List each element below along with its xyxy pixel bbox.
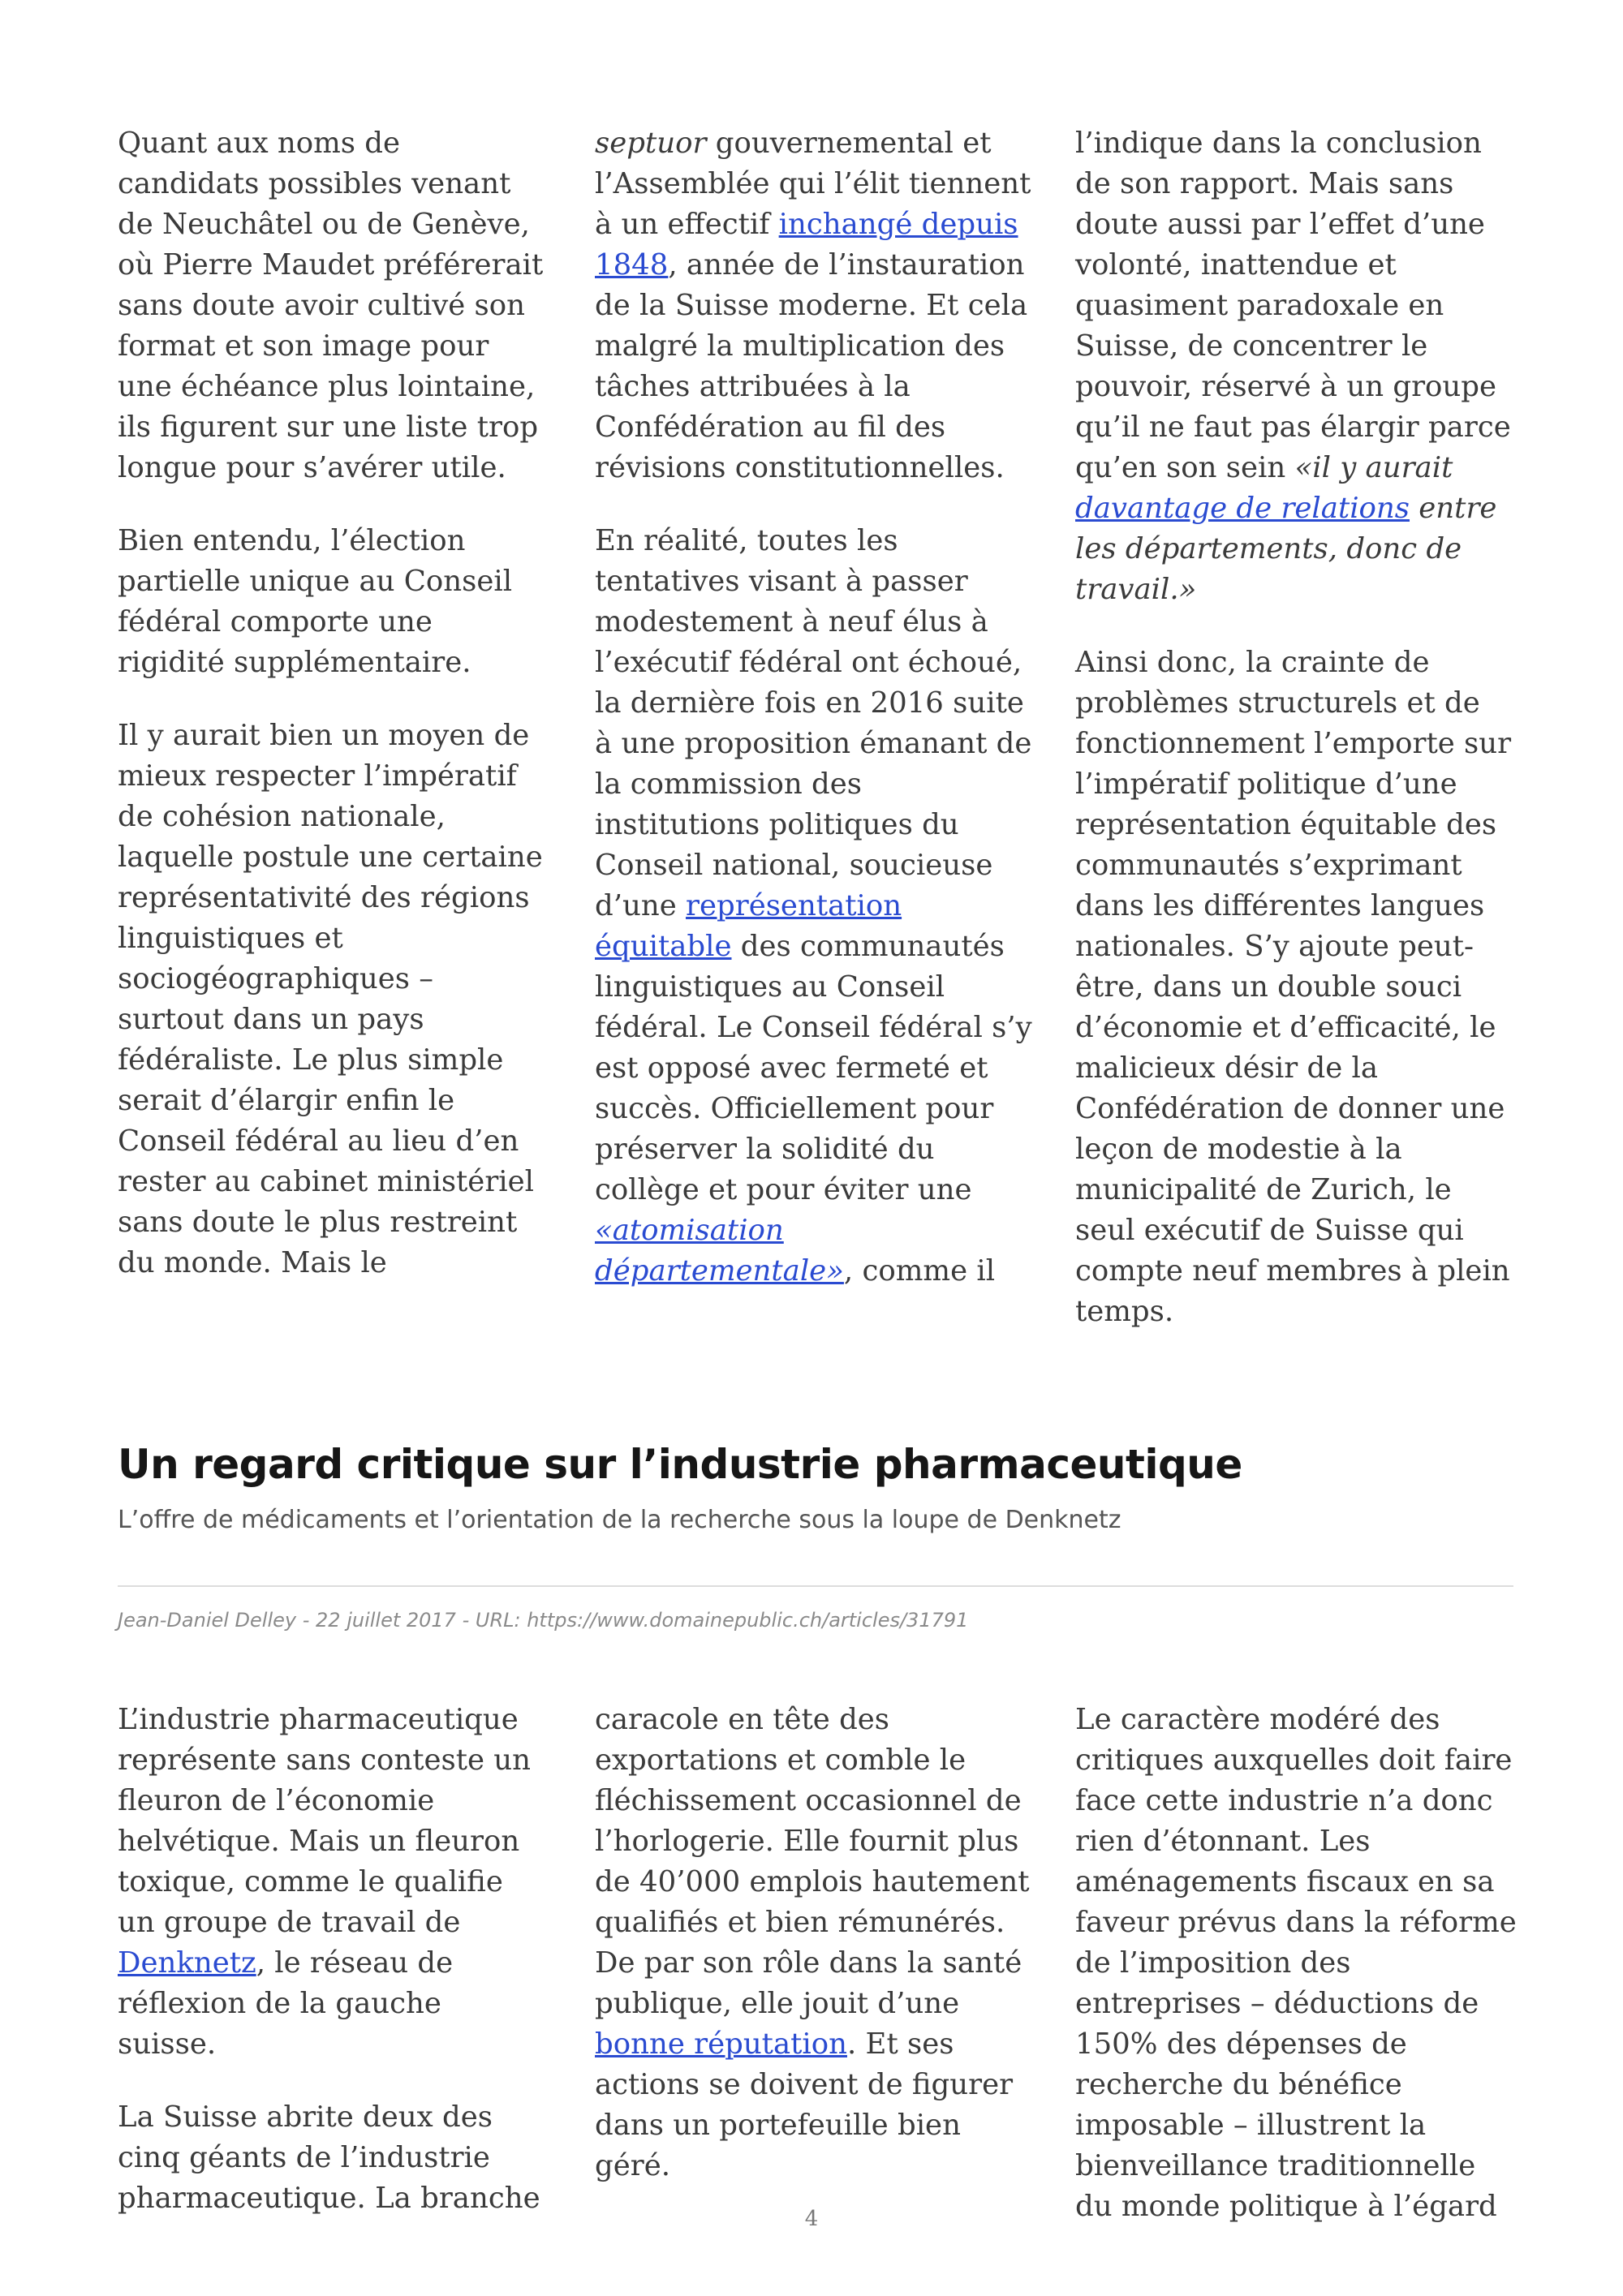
paragraph-text: des communautés linguistiques au Conseil fédéral. Le Conseil fédéral s’y est opposé avec fermeté et succès. Officiellement pour préserver la solidité du collège et pour éviter une <box>595 930 1032 1206</box>
emphasis-text: septuor <box>595 127 707 160</box>
paragraph: Le caractère modéré des critiques auxquelles doit faire face cette industrie n’a donc rien d’étonnant. Les aménagements fiscaux en sa faveur prévus dans la réforme de l’imposition des entreprises – déductions de 150% des dépenses de recherche du bénéfice imposable – illustrent la bienveillance traditionnelle du monde politique à l’égard <box>1075 1703 1517 2223</box>
paragraph <box>1075 123 1518 610</box>
paragraph <box>118 1700 548 2065</box>
paragraph-text: , le réseau de réflexion de la gauche suisse. <box>118 1946 454 2061</box>
paragraph-text: L’industrie pharmaceutique représente sans conteste un fleuron de l’économie helvétique. Mais un fleuron toxique, comme le qualifie un groupe de travail de <box>118 1703 531 1939</box>
paragraph: Quant aux noms de candidats possibles venant de Neuchâtel ou de Genève, où Pierre Maudet préférerait sans doute avoir cultivé son format et son image pour une échéance plus lointaine, ils figurent sur une liste trop longue pour s’avérer utile. <box>118 127 544 484</box>
paragraph-text: l’indique dans la conclusion de son rapport. Mais sans doute aussi par l’effet d’une volonté, inattendue et quasiment paradoxale en Suisse, de concentrer le pouvoir, réservé à un groupe qu’il ne faut pas élargir parce qu’en son sein <box>1075 127 1511 484</box>
paragraph-text: En réalité, toutes les tentatives visant à passer modestement à neuf élus à l’exécutif fédéral ont échoué, la dernière fois en 2016 suite à une proposition émanant de la commission des institutions politiques du Conseil national, soucieuse d’une <box>595 524 1032 922</box>
paragraph <box>595 1700 1033 2186</box>
bottom-column-3 <box>1075 1700 1518 2227</box>
paragraph-text: gouvernemental et l’Assemblée qui l’élit tiennent à un effectif <box>595 127 1031 241</box>
link-denknetz[interactable]: Denknetz <box>118 1946 256 1980</box>
top-column-2 <box>595 123 1033 1292</box>
paragraph <box>595 123 1033 488</box>
paragraph-text: caracole en tête des exportations et comble le fléchissement occasionnel de l’horlogerie. Elle fournit plus de 40’000 emplois hautement qualifiés et bien rémunérés. De par son rôle dans la santé publique, elle jouit d’une <box>595 1703 1030 2020</box>
paragraph: Bien entendu, l’élection partielle unique au Conseil fédéral comporte une rigidité supplémentaire. <box>118 524 513 679</box>
bottom-column-1 <box>118 1700 548 2219</box>
quote-text: «il y aurait <box>1294 451 1453 484</box>
paragraph <box>595 521 1033 1292</box>
link-bonne-reputation[interactable]: bonne réputation <box>595 2027 847 2061</box>
divider <box>118 1585 1513 1587</box>
article-title: Un regard critique sur l’industrie pharmaceutique <box>118 1441 1242 1488</box>
page-number: 4 <box>804 2207 819 2231</box>
link-davantage-de-relations[interactable]: davantage de relations <box>1075 492 1410 525</box>
link-atomisation-departementale[interactable]: «atomisation départementale» <box>595 1214 844 1288</box>
link-inchange-depuis-1848[interactable]: inchangé depuis 1848 <box>595 208 1018 282</box>
paragraph-text: , année de l’instauration de la Suisse moderne. Et cela malgré la multiplication des tâches attribuées à la Confédération au fil des révisions constitutionnelles. <box>595 248 1028 484</box>
paragraph-text: , comme il <box>843 1254 996 1288</box>
quote-text: entre les départements, donc de travail.» <box>1075 492 1497 606</box>
paragraph: La Suisse abrite deux des cinq géants de l’industrie pharmaceutique. La branche <box>118 2100 540 2215</box>
link-representation-equitable[interactable]: représentation équitable <box>595 889 902 963</box>
article-header <box>118 1436 1513 1537</box>
paragraph-text: . Et ses actions se doivent de figurer dans un portefeuille bien géré. <box>595 2027 1014 2182</box>
article-meta: Jean-Daniel Delley - 22 juillet 2017 - URL: https://www.domainepublic.ch/articles/31791 <box>118 1609 969 1632</box>
bottom-column-2 <box>595 1700 1033 2186</box>
top-column-1 <box>118 123 548 1283</box>
top-column-3 <box>1075 123 1518 1332</box>
paragraph: Il y aurait bien un moyen de mieux respecter l’impératif de cohésion nationale, laquelle postule une certaine représentativité des régions linguistiques et sociogéographiques – surtout dans un pays fédéraliste. Le plus simple serait d’élargir enfin le Conseil fédéral au lieu d’en rester au cabinet ministériel sans doute le plus restreint du monde. Mais le <box>118 719 543 1279</box>
paragraph: Ainsi donc, la crainte de problèmes structurels et de fonctionnement l’emporte sur l’impératif politique d’une représentation équitable des communautés s’exprimant dans les différentes langues nationales. S’y ajoute peut-être, dans un double souci d’économie et d’efficacité, le malicieux désir de la Confédération de donner une leçon de modestie à la municipalité de Zurich, le seul exécutif de Suisse qui compte neuf membres à plein temps. <box>1075 646 1512 1328</box>
article-subtitle: L’offre de médicaments et l’orientation de la recherche sous la loupe de Denknetz <box>118 1506 1121 1534</box>
